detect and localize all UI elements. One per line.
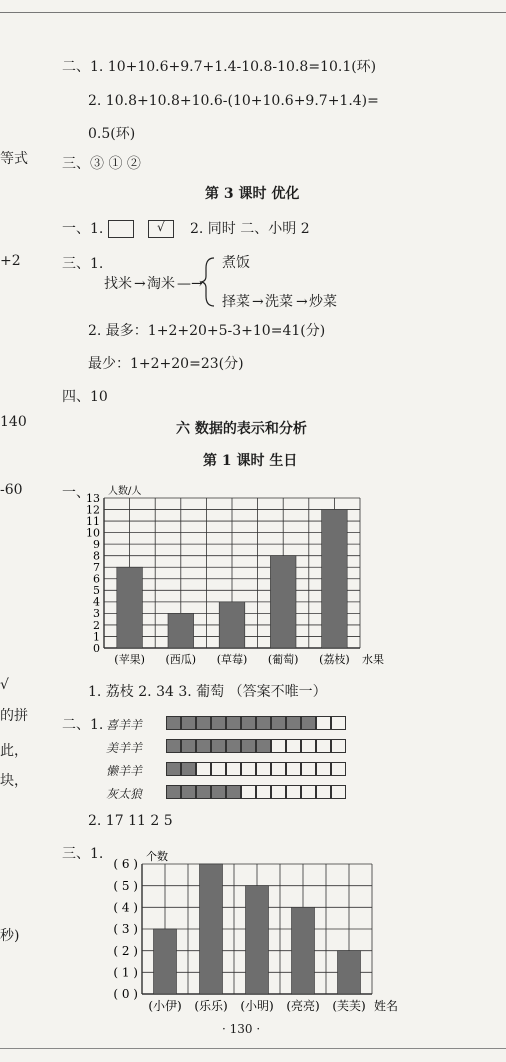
flow-step: 找米 (104, 276, 132, 292)
tally-row-label: 美羊羊 (106, 741, 143, 755)
y-tick-label: 0 (93, 641, 100, 655)
margin-text: 等式 (0, 151, 28, 167)
y-tick-label: ( 5 ) (113, 878, 138, 893)
tally-cell-empty (241, 785, 256, 799)
margin-text: 秒) (0, 928, 20, 944)
tally-cell-empty (301, 785, 316, 799)
x-tick-label: (草莓) (216, 653, 248, 666)
tally-cell-filled (166, 716, 181, 730)
x-tick-label: (芙芙) (332, 999, 366, 1013)
tally-cell-filled (226, 716, 241, 730)
answer-line: 二、1. 10+10.6+9.7+1.4-10.8-10.8=10.1(环) (62, 59, 377, 75)
tally-cell-empty (316, 716, 331, 730)
tally-cell-filled (211, 716, 226, 730)
bar-乐乐 (200, 864, 223, 994)
tally-row-label: 懒羊羊 (106, 764, 143, 778)
x-tick-label: (荔枝) (319, 653, 350, 666)
x-tick-label: (苹果) (114, 653, 145, 666)
margin-text: 140 (0, 414, 27, 430)
tally-row-label: 喜羊羊 (106, 718, 143, 732)
answer-line: 2. 17 11 2 5 (88, 813, 173, 829)
x-tick-label: (葡萄) (267, 653, 299, 666)
tally-cell-empty (256, 762, 271, 776)
chapter-title: 六 数据的表示和分析 (176, 421, 307, 437)
bar-葡萄 (270, 556, 296, 648)
margin-text: -60 (0, 482, 23, 498)
tally-cell-filled (241, 739, 256, 753)
answer-line: 0.5(环) (88, 126, 136, 142)
bar-荔枝 (322, 510, 348, 648)
tally-cell-filled (241, 716, 256, 730)
tally-cell-empty (331, 716, 346, 730)
tally-cell-empty (331, 762, 346, 776)
tally-cell-empty (241, 762, 256, 776)
tally-cell-filled (166, 762, 181, 776)
tally-cell-empty (256, 785, 271, 799)
y-axis-label: 人数/人 (108, 486, 142, 497)
tally-cell-empty (316, 785, 331, 799)
tally-cell-filled (196, 739, 211, 753)
x-tick-label: (小明) (240, 999, 274, 1013)
page-top-rule (0, 12, 506, 13)
answer-line: 1. 荔枝 2. 34 3. 葡萄 （答案不唯一） (88, 684, 327, 700)
y-tick-label: 10 (86, 526, 100, 540)
tally-cell-filled (181, 785, 196, 799)
flow-step: 择菜 (222, 294, 250, 310)
tally-cell-empty (271, 739, 286, 753)
y-tick-label: 3 (93, 607, 100, 621)
tally-cell-filled (286, 716, 301, 730)
answer-line: 2. 同时 二、小明 2 (190, 221, 310, 237)
fruit-bar-chart (62, 478, 402, 672)
tally-row (106, 739, 366, 755)
tally-cell-filled (211, 785, 226, 799)
y-tick-label: 11 (86, 514, 100, 528)
bar-草莓 (219, 602, 245, 648)
y-tick-label: ( 1 ) (113, 965, 138, 980)
x-axis-label: 姓名 (374, 999, 399, 1013)
tally-row (106, 762, 366, 778)
answer-line: 2. 10.8+10.8+10.6-(10+10.6+9.7+1.4)= (88, 93, 379, 109)
y-tick-label: 8 (93, 549, 100, 563)
y-tick-label: 2 (93, 618, 100, 632)
y-tick-label: ( 6 ) (113, 857, 138, 872)
y-tick-label: 9 (93, 538, 100, 552)
answer-line: 四、10 (62, 389, 108, 405)
margin-text: 块， (0, 773, 28, 789)
x-axis-label: 水果 (362, 653, 384, 666)
tally-cell-empty (331, 785, 346, 799)
y-tick-label: 13 (86, 491, 100, 505)
tally-cell-filled (181, 739, 196, 753)
flow-arrow: → (296, 294, 308, 310)
tally-cell-empty (286, 785, 301, 799)
tally-cell-empty (286, 739, 301, 753)
tally-cell-empty (271, 762, 286, 776)
tally-cell-filled (196, 785, 211, 799)
bar-芙芙 (338, 951, 361, 994)
bar-西瓜 (168, 613, 194, 648)
flow-brace (198, 254, 218, 310)
tally-cell-empty (286, 762, 301, 776)
tally-cell-filled (211, 739, 226, 753)
y-tick-label: 4 (93, 595, 100, 609)
answer-box-checked (148, 220, 174, 238)
y-tick-label: 12 (86, 503, 100, 517)
tally-row (106, 716, 366, 732)
tally-cell-empty (316, 762, 331, 776)
count-bar-chart (80, 842, 400, 1018)
answer-box-empty (108, 220, 134, 238)
flow-step: 炒菜 (309, 294, 337, 310)
tally-row (106, 785, 366, 801)
tally-cell-filled (166, 739, 181, 753)
flow-arrow: → (134, 276, 146, 292)
bar-亮亮 (292, 907, 315, 994)
lesson-title: 第 1 课时 生日 (203, 453, 298, 469)
x-tick-label: (乐乐) (194, 999, 228, 1013)
tally-cell-filled (271, 716, 286, 730)
tally-cell-filled (301, 716, 316, 730)
bar-小明 (246, 886, 269, 994)
margin-text: √ (0, 677, 9, 693)
tally-cell-empty (211, 762, 226, 776)
question-label: 一、 (62, 485, 90, 501)
tally-cell-empty (301, 739, 316, 753)
answer-line: 三、③ ① ② (62, 156, 141, 172)
y-tick-label: ( 4 ) (113, 900, 138, 915)
tally-cell-filled (226, 785, 241, 799)
margin-text: +2 (0, 253, 21, 269)
flow-arrow: → (252, 294, 264, 310)
question-label: 三、1. (62, 256, 104, 272)
tally-cell-filled (196, 716, 211, 730)
tally-cell-empty (271, 785, 286, 799)
y-tick-label: 5 (93, 584, 100, 598)
page-bottom-rule (0, 1048, 506, 1049)
tally-cell-empty (331, 739, 346, 753)
tally-row-label: 灰太狼 (106, 787, 143, 801)
tally-cell-filled (226, 739, 241, 753)
y-tick-label: ( 2 ) (113, 943, 138, 958)
tally-cell-filled (256, 716, 271, 730)
question-label: 三、1. (62, 846, 104, 862)
tally-cell-empty (316, 739, 331, 753)
tally-cell-empty (301, 762, 316, 776)
answer-line: 2. 最多：1+2+20+5-3+10=41(分) (88, 323, 326, 339)
flow-step: 淘米 (147, 276, 175, 292)
lesson-title: 第 3 课时 优化 (205, 186, 300, 202)
y-tick-label: ( 3 ) (113, 922, 138, 937)
y-tick-label: 7 (93, 561, 100, 575)
tally-cell-filled (256, 739, 271, 753)
bar-苹果 (117, 567, 143, 648)
y-axis-label: 个数 (146, 850, 168, 863)
tally-rows (106, 716, 366, 806)
question-label: 一、1. (62, 221, 104, 237)
flow-step: 煮饭 (222, 255, 250, 271)
answer-line: 最少：1+2+20=23(分) (88, 356, 244, 372)
y-tick-label: ( 0 ) (113, 987, 138, 1002)
question-label: 二、1. (62, 717, 104, 733)
flow-arrow: —→ (177, 276, 203, 292)
tally-cell-empty (196, 762, 211, 776)
x-tick-label: (西瓜) (165, 653, 197, 666)
page-number: · 130 · (222, 1022, 261, 1036)
flow-step: 洗菜 (265, 294, 293, 310)
margin-text: 的拼 (0, 708, 28, 724)
x-tick-label: (亮亮) (286, 999, 320, 1013)
y-tick-label: 6 (93, 572, 100, 586)
tally-cell-filled (181, 716, 196, 730)
x-tick-label: (小伊) (148, 999, 182, 1013)
check-icon: √ (157, 220, 165, 234)
tally-cell-filled (166, 785, 181, 799)
margin-text: 此， (0, 743, 28, 759)
tally-cell-filled (181, 762, 196, 776)
y-tick-label: 1 (93, 630, 100, 644)
tally-cell-empty (226, 762, 241, 776)
bar-小伊 (154, 929, 177, 994)
